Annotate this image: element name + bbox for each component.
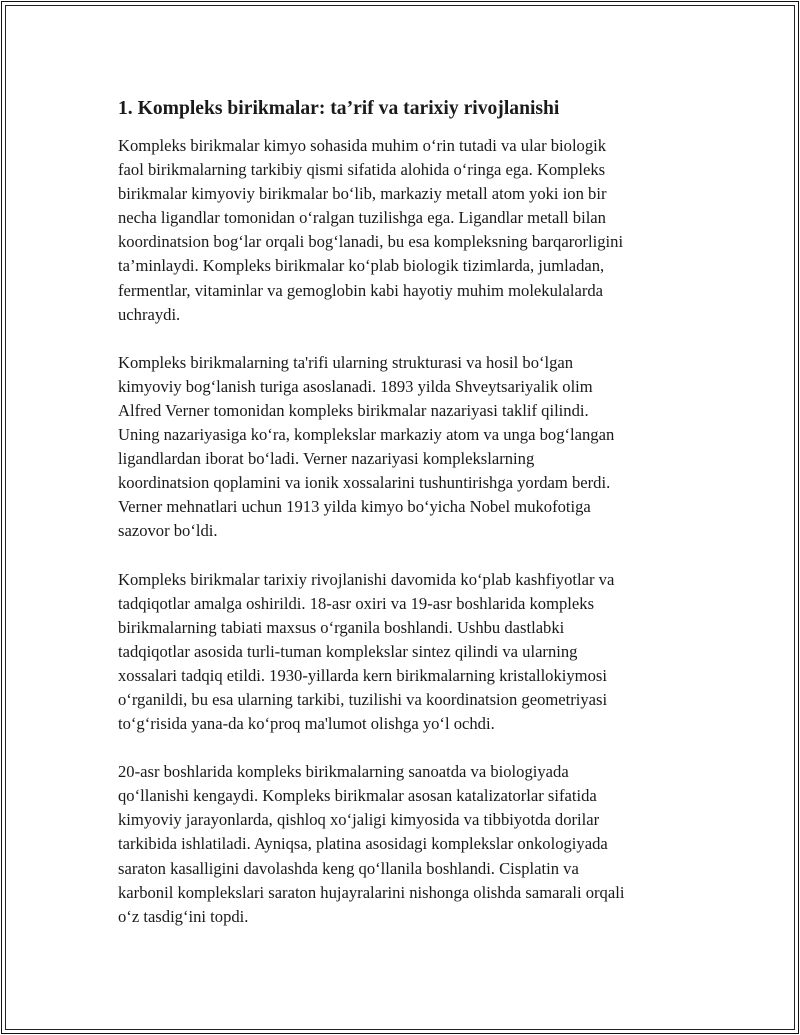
paragraph-list — [118, 134, 683, 929]
text-line: qo‘llanishi kengaydi. Kompleks birikmalar asosan katalizatorlar sifatida — [118, 786, 597, 806]
text-line: o‘z tasdig‘ini topdi. — [118, 906, 249, 926]
text-line: necha ligandlar tomonidan o‘ralgan tuzilishga ega. Ligandlar metall bilan — [118, 208, 606, 228]
text-line: Uning nazariyasiga ko‘ra, komplekslar markaziy atom va unga bog‘langan — [118, 425, 615, 445]
text-line: karbonil komplekslari saraton hujayralarini nishonga olishda samarali orqali — [118, 882, 625, 902]
text-line: tadqiqotlar amalga oshirildi. 18-asr oxiri va 19-asr boshlarida kompleks — [118, 593, 595, 613]
paragraph — [118, 134, 683, 327]
paragraph — [118, 568, 683, 737]
text-line: koordinatsion qoplamini va ionik xossalarini tushuntirishga yordam berdi. — [118, 473, 611, 493]
text-line: Kompleks birikmalar kimyo sohasida muhim o‘rin tutadi va ular biologik — [118, 136, 607, 155]
text-line: xossalari tadqiq etildi. 1930-yillarda kern birikmalarning kristallokiymosi — [118, 665, 607, 685]
text-line: birikmalar kimyoviy birikmalar bo‘lib, markaziy metall atom yoki ion bir — [118, 184, 607, 204]
paragraph — [118, 351, 683, 544]
text-line: sazovor bo‘ldi. — [118, 521, 218, 541]
text-line: saraton kasalligini davolashda keng qo‘llanila boshlandi. Cisplatin va — [118, 858, 579, 878]
document-body — [118, 96, 683, 953]
text-line: tarkibida ishlatiladi. Ayniqsa, platina asosidagi komplekslar onkologiyada — [118, 834, 608, 854]
text-line: tadqiqotlar asosida turli-tuman komplekslar sintez qilindi va ularning — [118, 641, 578, 661]
text-line: kimyoviy bog‘lanish turiga asoslanadi. 1893 yilda Shveytsariyalik olim — [118, 376, 593, 396]
text-line: o‘rganildi, bu esa ularning tarkibi, tuzilishi va koordinatsion geometriyasi — [118, 689, 608, 709]
section-heading: 1. Kompleks birikmalar: ta’rif va tarixiy rivojlanishi — [118, 98, 560, 119]
text-line: kimyoviy jarayonlarda, qishloq xo‘jaligi kimyosida va tibbiyotda dorilar — [118, 810, 600, 830]
text-line: koordinatsion bog‘lar orqali bog‘lanadi, bu esa kompleksning barqarorligini — [118, 232, 624, 252]
text-line: Kompleks birikmalarning ta'rifi ularning strukturasi va hosil bo‘lgan — [118, 352, 574, 372]
text-line: faol birikmalarning tarkibiy qismi sifatida alohida o‘ringa ega. Kompleks — [118, 160, 606, 180]
text-line: Kompleks birikmalar tarixiy rivojlanishi davomida ko‘plab kashfiyotlar va — [118, 569, 615, 589]
text-line: birikmalarning tabiati maxsus o‘rganila boshlandi. Ushbu dastlabki — [118, 617, 565, 637]
text-line: Verner mehnatlari uchun 1913 yilda kimyo bo‘yicha Nobel mukofotiga — [118, 497, 591, 517]
text-line: uchraydi. — [118, 304, 181, 324]
paragraph — [118, 760, 683, 929]
text-line: 20-asr boshlarida kompleks birikmalarning sanoatda va biologiyada — [118, 762, 569, 782]
text-line: to‘g‘risida yana-da ko‘proq ma'lumot olishga yo‘l ochdi. — [118, 714, 495, 734]
text-line: ta’minlaydi. Kompleks birikmalar ko‘plab biologik tizimlarda, jumladan, — [118, 256, 605, 276]
text-line: ligandlardan iborat bo‘ladi. Verner nazariyasi komplekslarning — [118, 449, 535, 469]
text-line: Alfred Verner tomonidan kompleks birikmalar nazariyasi taklif qilindi. — [118, 400, 589, 420]
text-line: fermentlar, vitaminlar va gemoglobin kabi hayotiy muhim molekulalarda — [118, 280, 604, 300]
